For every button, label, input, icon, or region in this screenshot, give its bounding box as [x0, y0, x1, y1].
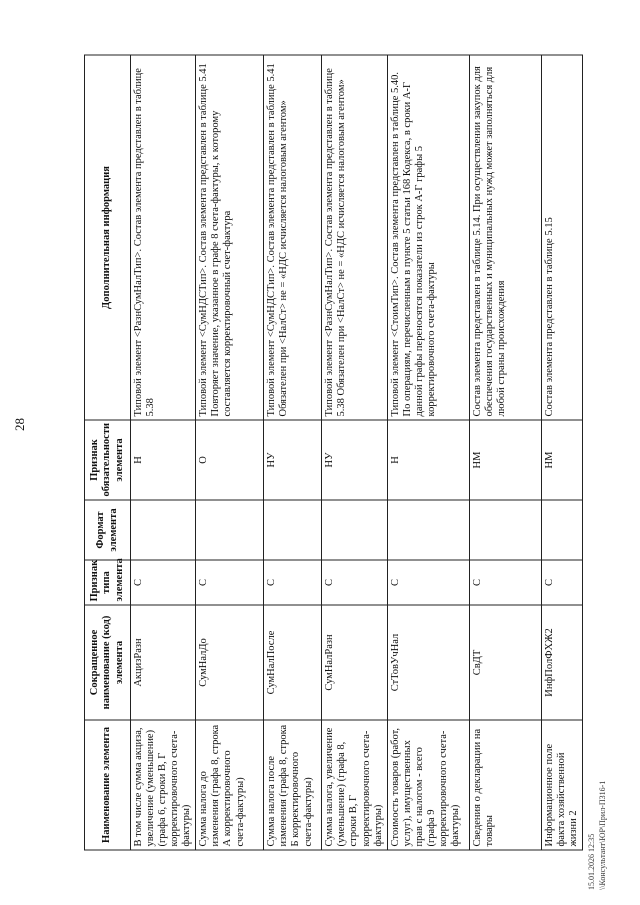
cell-type: С: [387, 560, 469, 605]
cell-required: О: [196, 420, 264, 500]
print-footer: [586, 640, 610, 890]
cell-format: [322, 500, 387, 560]
cell-format: [196, 500, 264, 560]
cell-format: [541, 500, 582, 560]
cell-type: С: [541, 560, 582, 605]
table-row: [322, 55, 387, 850]
cell-info: Типовой элемент <СумНДСТип>. Состав элемента представлен в таблице 5.41 Обязателен при <НалСт> не = «НДС исчисляется налоговым агентом»: [264, 55, 322, 420]
cell-format: [387, 500, 469, 560]
cell-info: Состав элемента представлен в таблице 5.15: [541, 55, 582, 420]
cell-info: Состав элемента представлен в таблице 5.14. При осуществлении закупок для обеспечения государственных и муниципальных нужд может заполняться для любой страны происхождения: [469, 55, 541, 420]
cell-format: [264, 500, 322, 560]
cell-required: Н: [131, 420, 196, 500]
elements-table: [84, 54, 583, 850]
table-row: [264, 55, 322, 850]
cell-type: С: [322, 560, 387, 605]
table-header-row: [85, 55, 131, 850]
cell-name: В том числе сумма акциза, увеличение (уменьшение) (графа 6, строки В, Г корректировочного счета-фактуры): [131, 720, 196, 850]
cell-name: Сумма налога до изменения (графа 8, строка А корректировочного счета-фактуры): [196, 720, 264, 850]
cell-name: Информационное поле факта хозяйственной жизни 2: [541, 720, 582, 850]
cell-info: Типовой элемент <РазнСумНалТип>. Состав элемента представлен в таблице 5.38 Обязателен при <НалСт> не = «НДС исчисляется налоговым агентом»: [322, 55, 387, 420]
footer-path: \\Консультант\ЮР\Прил-П316-1: [598, 780, 607, 890]
table-row: [541, 55, 582, 850]
header-name: Наименование элемента: [85, 720, 131, 850]
header-code: Сокращенное наименование (код) элемента: [85, 605, 131, 720]
cell-required: Н: [387, 420, 469, 500]
cell-type: С: [131, 560, 196, 605]
cell-info: Типовой элемент <РазнСумНалТип>. Состав элемента представлен в таблице 5.38: [131, 55, 196, 420]
cell-type: С: [196, 560, 264, 605]
cell-name: Сумма налога после изменения (графа 8, строка Б корректировочного счета-фактуры): [264, 720, 322, 850]
footer-date: 15.01.2026 12:35: [587, 833, 596, 890]
cell-code: СтТовУчНал: [387, 605, 469, 720]
page-number: 28: [12, 418, 27, 432]
table-row: [469, 55, 541, 850]
cell-required: НУ: [322, 420, 387, 500]
cell-name: Стоимость товаров (работ, услуг), имущественных прав с налогом - всего (графа 9 корректировочного счета-фактуры): [387, 720, 469, 850]
cell-name: Сумма налога, увеличение (уменьшение) (графа 8, строки В, Г корректировочного счета-фактуры): [322, 720, 387, 850]
header-format: Формат элемента: [85, 500, 131, 560]
table-row: [387, 55, 469, 850]
cell-code: СумНалПосле: [264, 605, 322, 720]
cell-code: СвДТ: [469, 605, 541, 720]
cell-info: Типовой элемент <СтоимТип>. Состав элемента представлен в таблице 5.40. По операциям, перечисленным в пункте 5 статьи 168 Кодекса, в сроки А-Г данной графы переносятся показатели из строк А-Г графы 5 корректировочного счета-фактуры: [387, 55, 469, 420]
cell-code: ИнфПолФХЖ2: [541, 605, 582, 720]
header-required: Признак обязательности элемента: [85, 420, 131, 500]
cell-name: Сведения о декларации на товары: [469, 720, 541, 850]
cell-type: С: [469, 560, 541, 605]
table-row: [196, 55, 264, 850]
cell-info: Типовой элемент <СумНДСТип>. Состав элемента представлен в таблице 5.41 Повторяет значение, указанное в графе 8 счета-фактуры, к которому составляется корректировочный счет-фактура: [196, 55, 264, 420]
table-row: [131, 55, 196, 850]
cell-required: НМ: [541, 420, 582, 500]
rotated-table-wrapper: [84, 55, 579, 850]
cell-code: СумНалРазн: [322, 605, 387, 720]
cell-format: [469, 500, 541, 560]
header-type: Признак типа элемента: [85, 560, 131, 605]
header-info: Дополнительная информация: [85, 55, 131, 420]
cell-code: СумНалДо: [196, 605, 264, 720]
cell-type: С: [264, 560, 322, 605]
cell-required: НМ: [469, 420, 541, 500]
cell-code: АкцизРазн: [131, 605, 196, 720]
cell-required: НУ: [264, 420, 322, 500]
cell-format: [131, 500, 196, 560]
